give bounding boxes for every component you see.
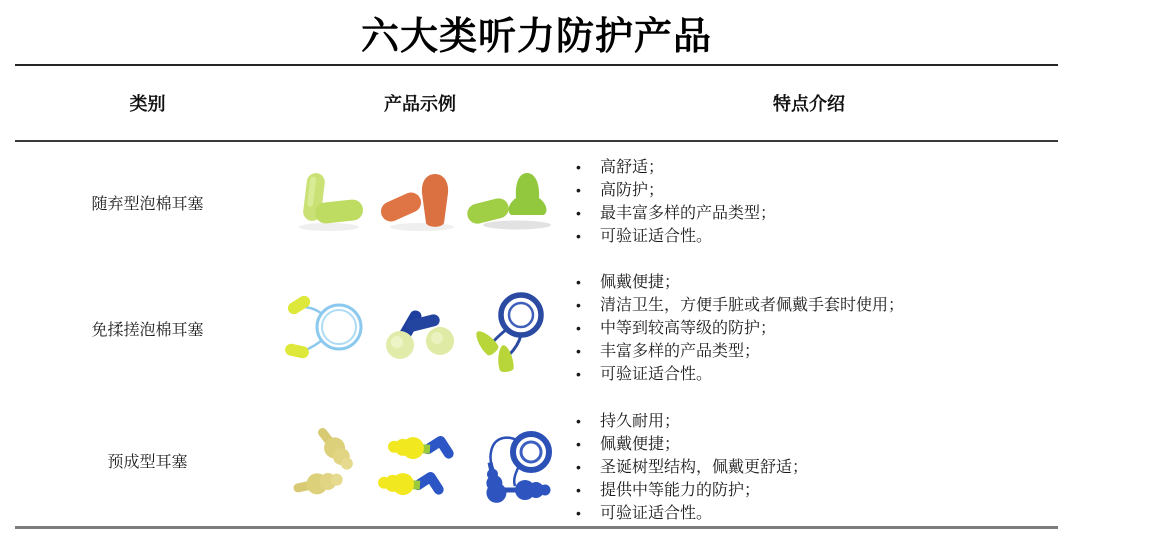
- feature-item: • 持久耐用；: [560, 410, 1058, 433]
- table-row-premolded-earplugs: [15, 394, 1058, 526]
- features-list-premolded: [560, 410, 1058, 525]
- corded-earplugs-navy-cord-image: [467, 289, 555, 375]
- blue-triflange-corded-earplugs-image: [469, 424, 561, 510]
- product-images-premolded: [280, 424, 560, 510]
- header-product-examples: 产品示例: [384, 94, 456, 114]
- table-bottom-rule: [15, 526, 1058, 529]
- feature-item: • 高舒适；: [560, 156, 1058, 179]
- feature-item: • 最丰富多样的产品类型；: [560, 202, 1058, 225]
- push-in-foam-earplugs-navy-stem-image: [376, 289, 464, 375]
- feature-item: • 圣诞树型结构，佩戴更舒适；: [560, 456, 1058, 479]
- features-cell-disposable: [560, 156, 1058, 248]
- table-row-disposable-foam-earplugs: [15, 142, 1058, 262]
- feature-item: • 佩戴便捷；: [560, 433, 1058, 456]
- feature-item: • 中等到较高等级的防护；: [560, 317, 1058, 340]
- header-features: 特点介绍: [773, 94, 845, 114]
- yellow-triflange-earplugs-blue-handle-image: [374, 426, 466, 508]
- features-cell-no-roll: [560, 271, 1058, 386]
- title-block: [15, 0, 1058, 66]
- features-list-disposable: [560, 156, 1058, 248]
- feature-item: • 可验证适合性。: [560, 363, 1058, 386]
- orange-foam-earplug-pair-image: [376, 161, 464, 243]
- feature-item: • 佩戴便捷；: [560, 271, 1058, 294]
- feature-item: • 可验证适合性。: [560, 502, 1058, 525]
- category-label-disposable: 随弃型泡棉耳塞: [91, 195, 204, 213]
- products-table-sheet: [15, 0, 1058, 529]
- feature-item: • 清洁卫生，方便手脏或者佩戴手套时使用；: [560, 294, 1058, 317]
- category-label-no-roll: 免揉搓泡棉耳塞: [91, 321, 204, 339]
- features-list-no-roll: [560, 271, 1058, 386]
- product-images-disposable: [280, 161, 560, 243]
- pale-yellow-triflange-earplug-pair-image: [279, 427, 371, 507]
- corded-earplugs-light-blue-cord-image: [285, 289, 373, 375]
- page-title: 六大类听力防护产品: [360, 15, 712, 58]
- header-category: 类别: [129, 94, 166, 114]
- feature-item: • 可验证适合性。: [560, 225, 1058, 248]
- table-row-no-roll-foam-earplugs: [15, 262, 1058, 394]
- green-bell-foam-earplug-pair-image: [467, 161, 555, 243]
- feature-item: • 提供中等能力的防护；: [560, 479, 1058, 502]
- table-header-row: [15, 66, 1058, 142]
- product-images-no-roll: [280, 289, 560, 375]
- feature-item: • 高防护；: [560, 179, 1058, 202]
- yellow-green-foam-earplug-pair-image: [285, 161, 373, 243]
- features-cell-premolded: [560, 396, 1058, 525]
- feature-item: • 丰富多样的产品类型；: [560, 340, 1058, 363]
- category-label-premolded: 预成型耳塞: [107, 453, 188, 471]
